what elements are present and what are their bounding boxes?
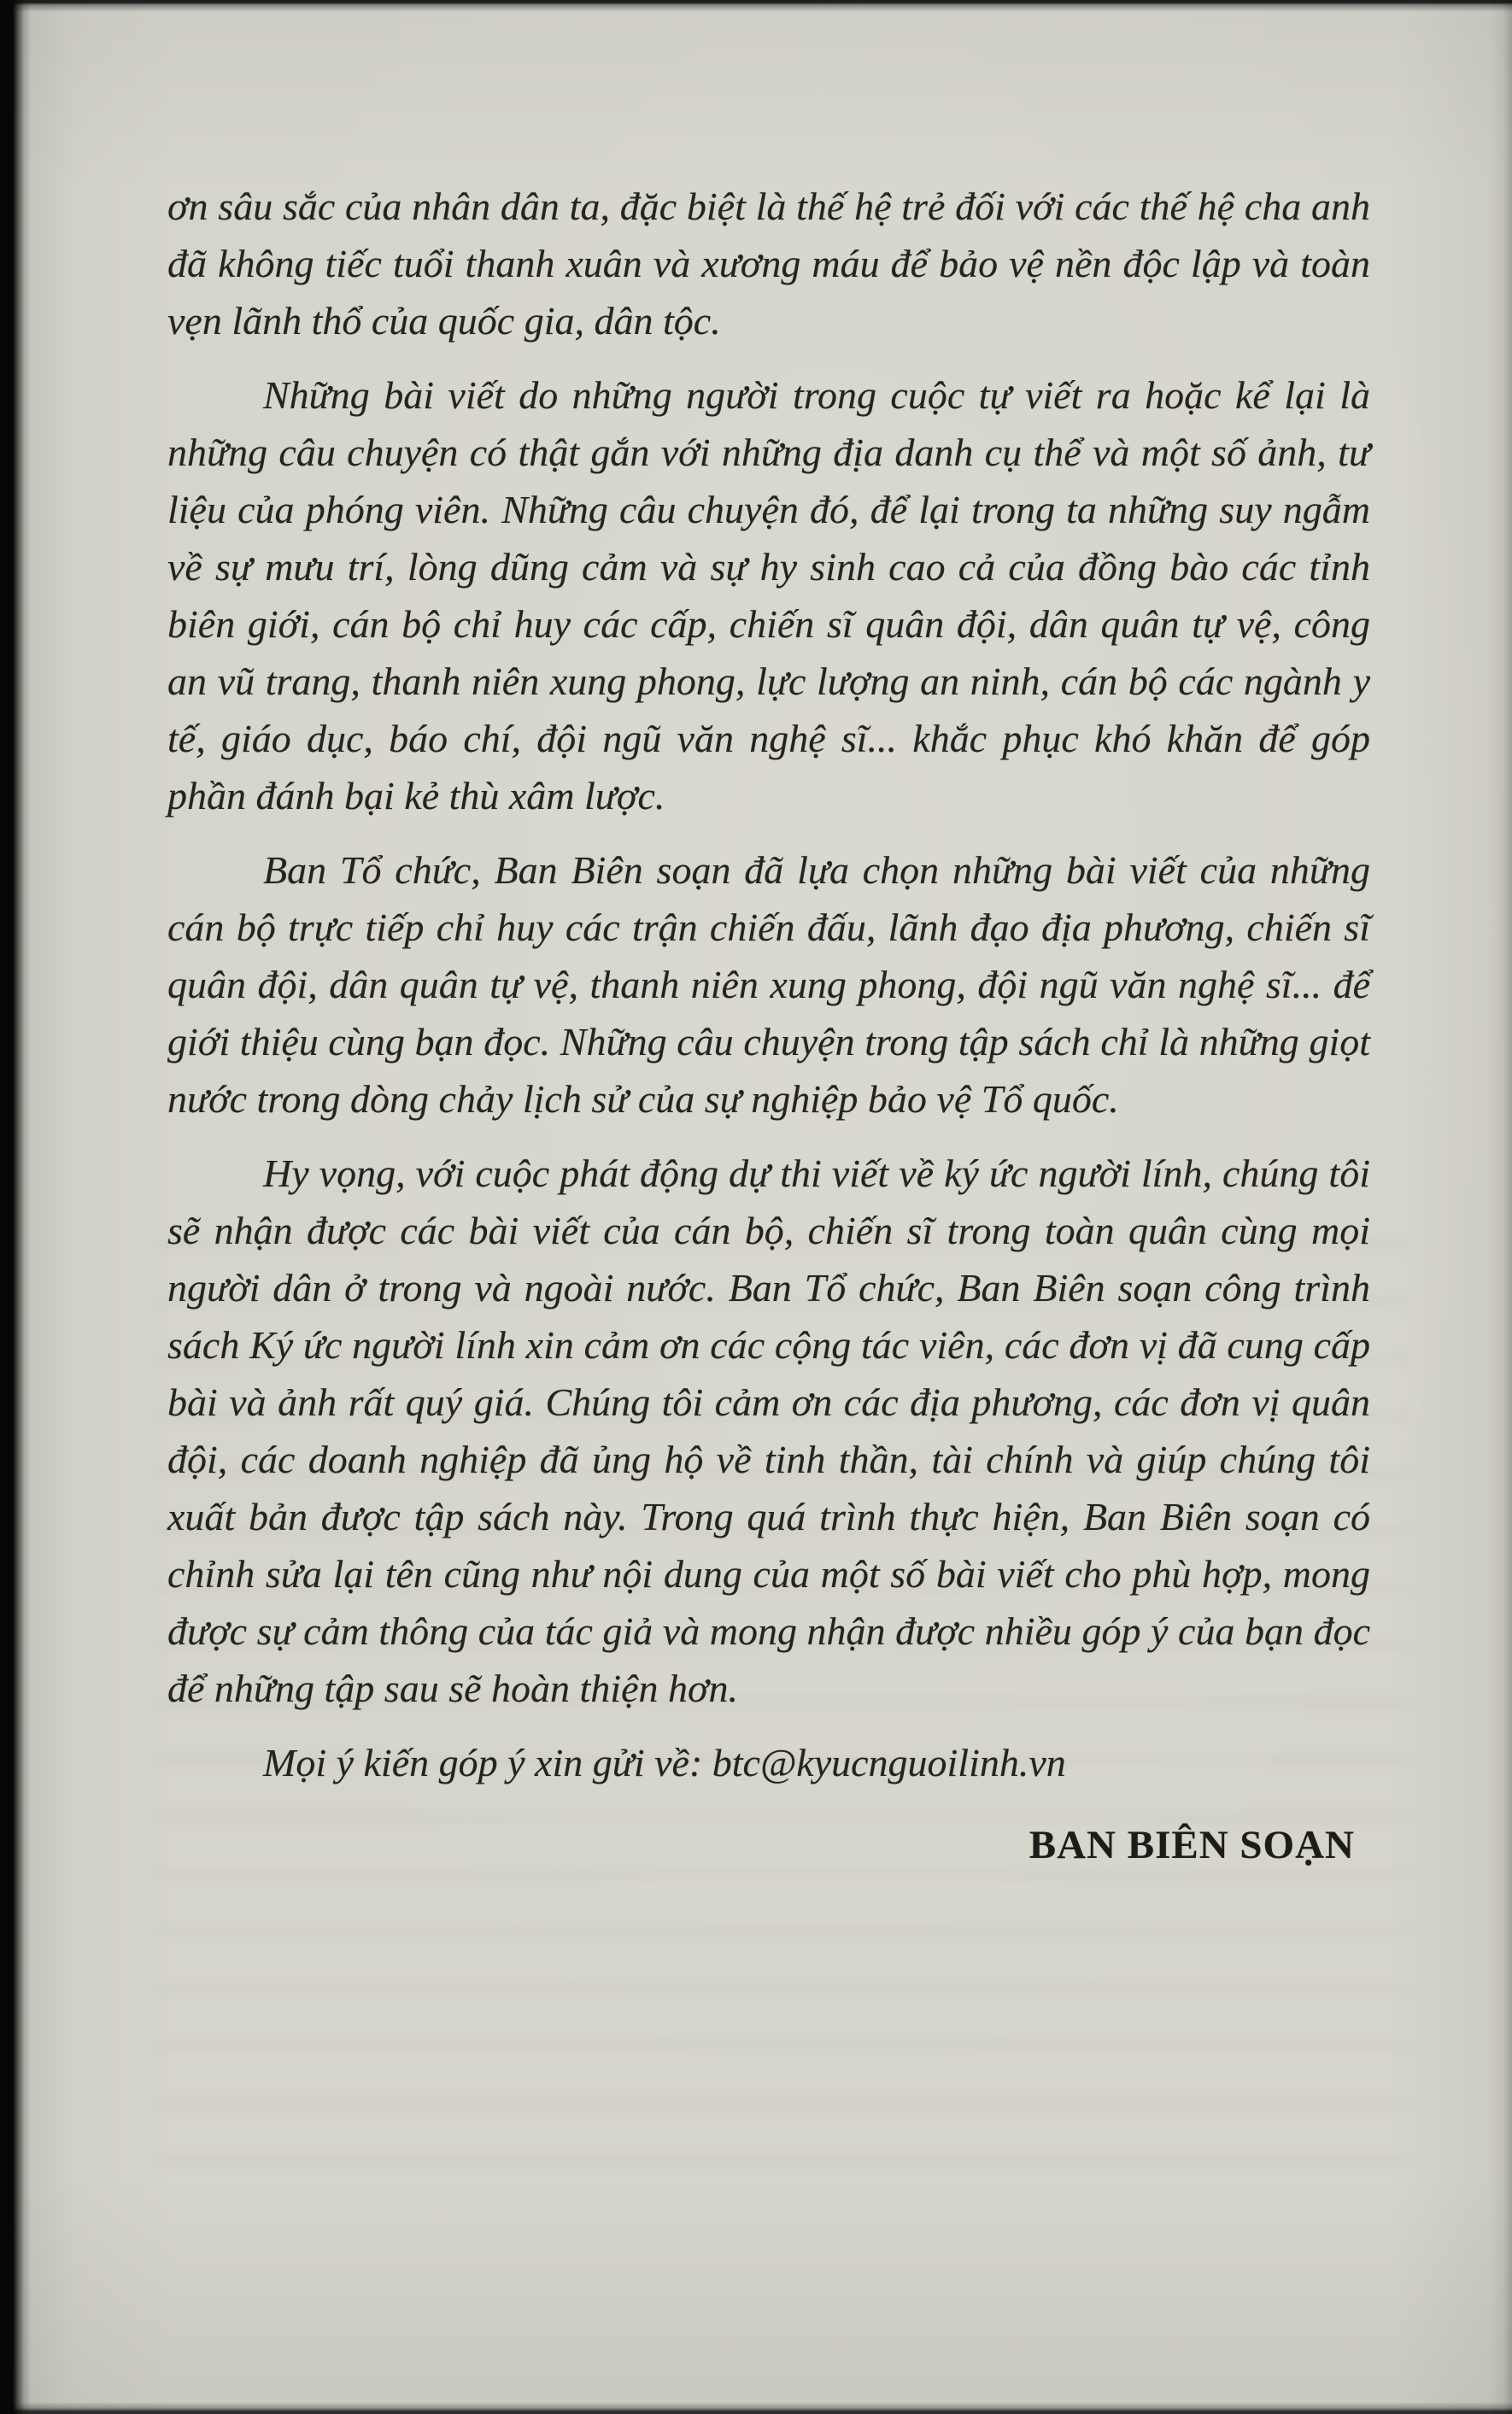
contact-line: Mọi ý kiến góp ý xin gửi về: btc@kyucnguoilinh.vn (263, 1741, 1066, 1784)
paragraph-selection: Ban Tổ chức, Ban Biên soạn đã lựa chọn những bài viết của những cán bộ trực tiếp chỉ huy các trận chiến đấu, lãnh đạo địa phương, chiến sĩ quân đội, dân quân tự vệ, thanh niên xung phong, đội ngũ văn nghệ sĩ... để giới thiệu cùng bạn đọc. Những câu chuyện trong tập sách chỉ là những giọt nước trong dòng chảy lịch sử của sự nghiệp bảo vệ Tổ quốc. (167, 848, 1370, 1121)
paragraph-continuation: ơn sâu sắc của nhân dân ta, đặc biệt là thế hệ trẻ đối với các thế hệ cha anh đã không tiếc tuổi thanh xuân và xương máu để bảo vệ nền độc lập và toàn vẹn lãnh thổ của quốc gia, dân tộc. (167, 185, 1370, 343)
scan-edge-left (0, 0, 31, 2414)
scan-edge-bottom (0, 2402, 1512, 2414)
paragraph-hope-and-thanks: Hy vọng, với cuộc phát động dự thi viết về ký ức người lính, chúng tôi sẽ nhận được các bài viết của cán bộ, chiến sĩ trong toàn quân cùng mọi người dân ở trong và ngoài nước. Ban Tổ chức, Ban Biên soạn công trình sách Ký ức người lính xin cảm ơn các cộng tác viên, các đơn vị đã cung cấp bài và ảnh rất quý giá. Chúng tôi cảm ơn các địa phương, các đơn vị quân đội, các doanh nghiệp đã ủng hộ về tinh thần, tài chính và giúp chúng tôi xuất bản được tập sách này. Trong quá trình thực hiện, Ban Biên soạn có chỉnh sửa lại tên cũng như nội dung của một số bài viết cho phù hợp, mong được sự cảm thông của tác giả và mong nhận được nhiều góp ý của bạn đọc để những tập sau sẽ hoàn thiện hơn. (167, 1151, 1370, 1710)
paragraph-stories-origin: Những bài viết do những người trong cuộc tự viết ra hoặc kể lại là những câu chuyện có thật gắn với những địa danh cụ thể và một số ảnh, tư liệu của phóng viên. Những câu chuyện đó, để lại trong ta những suy ngẫm về sự mưu trí, lòng dũng cảm và sự hy sinh cao cả của đồng bào các tỉnh biên giới, cán bộ chỉ huy các cấp, chiến sĩ quân đội, dân quân tự vệ, công an vũ trang, thanh niên xung phong, lực lượng an ninh, cán bộ các ngành y tế, giáo dục, báo chí, đội ngũ văn nghệ sĩ... khắc phục khó khăn để góp phần đánh bại kẻ thù xâm lược. (167, 373, 1370, 817)
scan-edge-right (1490, 0, 1512, 2414)
signature-ban-bien-soan: BAN BIÊN SOẠN (1029, 1823, 1355, 1867)
scan-edge-top (0, 0, 1512, 12)
page-text-block (167, 178, 1370, 1874)
